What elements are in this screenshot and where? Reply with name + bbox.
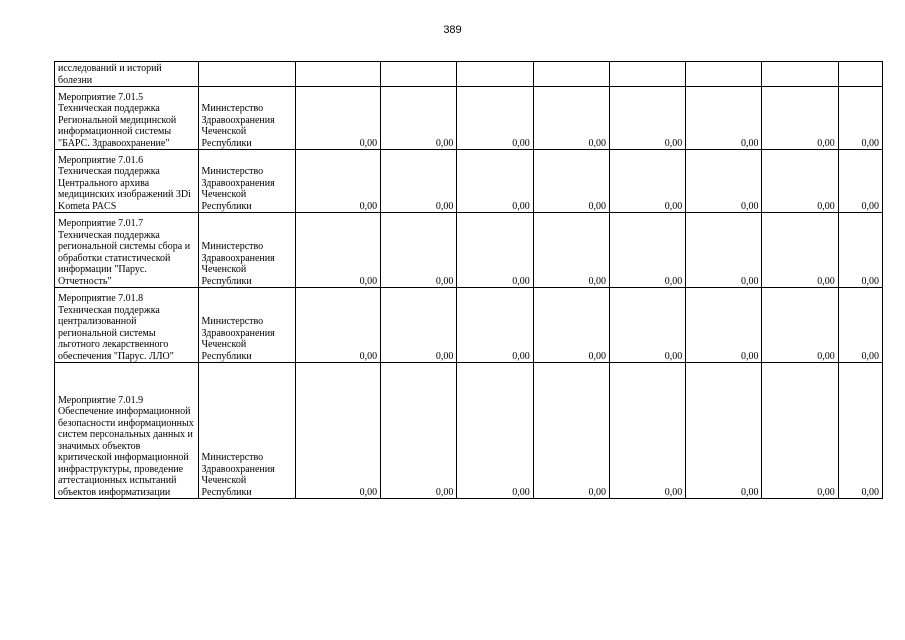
responsible-organization: Министерство Здравоохранения Чеченской Республики xyxy=(198,288,295,363)
value-cell: 0,00 xyxy=(762,363,838,499)
value-cell: 0,00 xyxy=(457,288,533,363)
value-cell: 0,00 xyxy=(762,288,838,363)
value-cell: 0,00 xyxy=(838,363,882,499)
activity-description: исследований и историй болезни xyxy=(55,62,199,87)
activity-description: Мероприятие 7.01.8 Техническая поддержка централизованной региональной системы льготного лекарственного обеспечения "Парус. ЛЛО" xyxy=(55,288,199,363)
value-cell: 0,00 xyxy=(838,213,882,288)
value-cell xyxy=(838,62,882,87)
activity-description: Мероприятие 7.01.7 Техническая поддержка региональной системы сбора и обработки статистической информации "Парус. Отчетность" xyxy=(55,213,199,288)
value-cell: 0,00 xyxy=(609,150,685,213)
value-cell: 0,00 xyxy=(609,87,685,150)
value-cell: 0,00 xyxy=(762,150,838,213)
value-cell xyxy=(457,62,533,87)
value-cell: 0,00 xyxy=(686,150,762,213)
value-cell: 0,00 xyxy=(609,363,685,499)
value-cell: 0,00 xyxy=(533,150,609,213)
value-cell xyxy=(381,62,457,87)
activity-description: Мероприятие 7.01.6 Техническая поддержка Центрального архива медицинских изображений 3Di Kometa PACS xyxy=(55,150,199,213)
value-cell: 0,00 xyxy=(762,87,838,150)
responsible-organization: Министерство Здравоохранения Чеченской Республики xyxy=(198,150,295,213)
value-cell: 0,00 xyxy=(762,213,838,288)
page-number: 389 xyxy=(443,24,462,36)
activity-description: Мероприятие 7.01.5 Техническая поддержка Региональной медицинской информационной системы "БАРС. Здравоохранение" xyxy=(55,87,199,150)
table-body xyxy=(55,62,883,499)
value-cell: 0,00 xyxy=(295,213,380,288)
value-cell xyxy=(609,62,685,87)
value-cell: 0,00 xyxy=(533,213,609,288)
table-row xyxy=(55,288,883,363)
value-cell: 0,00 xyxy=(381,150,457,213)
value-cell: 0,00 xyxy=(381,87,457,150)
value-cell: 0,00 xyxy=(533,288,609,363)
value-cell xyxy=(686,62,762,87)
table-row xyxy=(55,363,883,499)
value-cell: 0,00 xyxy=(381,288,457,363)
table-row xyxy=(55,87,883,150)
value-cell: 0,00 xyxy=(686,213,762,288)
value-cell: 0,00 xyxy=(838,87,882,150)
value-cell: 0,00 xyxy=(609,288,685,363)
budget-table xyxy=(54,61,883,499)
value-cell xyxy=(295,62,380,87)
value-cell: 0,00 xyxy=(381,213,457,288)
value-cell: 0,00 xyxy=(295,363,380,499)
value-cell: 0,00 xyxy=(295,150,380,213)
value-cell xyxy=(762,62,838,87)
table-row xyxy=(55,213,883,288)
responsible-organization xyxy=(198,62,295,87)
value-cell: 0,00 xyxy=(686,288,762,363)
value-cell: 0,00 xyxy=(533,363,609,499)
responsible-organization: Министерство Здравоохранения Чеченской Республики xyxy=(198,87,295,150)
value-cell: 0,00 xyxy=(295,288,380,363)
value-cell: 0,00 xyxy=(457,363,533,499)
activity-description: Мероприятие 7.01.9 Обеспечение информационной безопасности информационных систем персональных данных и значимых объектов критической информационной инфраструктуры, проведение аттестационных испытаний объектов информатизации xyxy=(55,363,199,499)
value-cell: 0,00 xyxy=(533,87,609,150)
value-cell: 0,00 xyxy=(838,150,882,213)
value-cell xyxy=(533,62,609,87)
value-cell: 0,00 xyxy=(457,87,533,150)
value-cell: 0,00 xyxy=(609,213,685,288)
value-cell: 0,00 xyxy=(457,150,533,213)
table-row xyxy=(55,150,883,213)
responsible-organization: Министерство Здравоохранения Чеченской Республики xyxy=(198,363,295,499)
value-cell: 0,00 xyxy=(457,213,533,288)
value-cell: 0,00 xyxy=(838,288,882,363)
value-cell: 0,00 xyxy=(381,363,457,499)
value-cell: 0,00 xyxy=(686,87,762,150)
responsible-organization: Министерство Здравоохранения Чеченской Республики xyxy=(198,213,295,288)
value-cell: 0,00 xyxy=(686,363,762,499)
table-row xyxy=(55,62,883,87)
value-cell: 0,00 xyxy=(295,87,380,150)
